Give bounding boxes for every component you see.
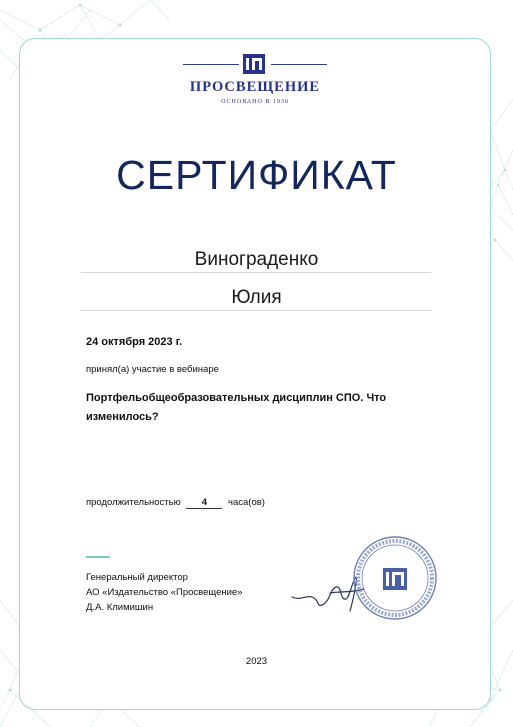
name-divider-bottom [81,310,431,311]
duration-line [86,497,265,509]
publisher-name: ПРОСВЕЩЕНИЕ [189,79,321,95]
logo-rule-left [183,64,239,65]
duration-hours: 4 [186,497,222,509]
signer-name: Д.А. Климишин [86,602,154,613]
logo-rule-right [271,64,327,65]
accent-line [86,556,110,558]
name-divider [81,272,431,273]
certificate-title: СЕРТИФИКАТ [116,152,397,198]
publisher-tagline: ОСНОВАНО В 1930 [221,99,289,105]
signer-block [86,570,242,615]
ip-monogram-icon [243,54,265,74]
certificate-year: 2023 [245,656,268,667]
event-date: 24 октября 2023 г. [86,336,183,348]
recipient-first-name: Юлия [231,287,282,308]
signer-organization: АО «Издательство «Просвещение» [86,587,243,598]
publisher-logo [175,54,335,110]
duration-unit: часа(ов) [228,497,265,508]
signer-position: Генеральный директор [86,572,188,583]
seal-stamp-icon [352,535,438,621]
webinar-title: Портфельобщеобразовательных дисциплин СПО. Что изменилось? [86,392,387,423]
duration-label: продолжительностью [86,497,181,508]
participation-text: принял(а) участие в вебинаре [86,364,219,375]
recipient-surname: Винограденко [194,249,319,270]
